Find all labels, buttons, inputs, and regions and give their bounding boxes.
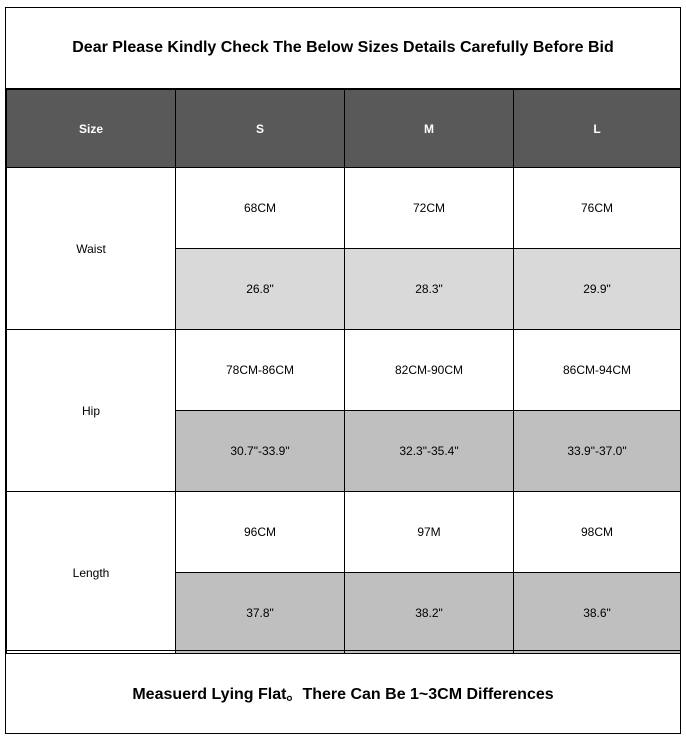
header-l: L: [514, 90, 681, 168]
length-inch-m: 38.2": [345, 573, 514, 654]
hip-cm-l: 86CM-94CM: [514, 330, 681, 411]
row-label-waist: Waist: [7, 168, 176, 330]
length-inch-l: 38.6": [514, 573, 681, 654]
length-inch-s: 37.8": [176, 573, 345, 654]
measurement-note: Measuerd Lying Flat。There Can Be 1~3CM Differences: [6, 650, 680, 733]
table-row: [7, 492, 681, 573]
table-row: [7, 168, 681, 249]
waist-cm-m: 72CM: [345, 168, 514, 249]
row-label-hip: Hip: [7, 330, 176, 492]
row-label-length: Length: [7, 492, 176, 654]
size-table: [6, 89, 681, 654]
header-m: M: [345, 90, 514, 168]
header-s: S: [176, 90, 345, 168]
waist-cm-s: 68CM: [176, 168, 345, 249]
size-chart: [5, 7, 681, 734]
length-cm-l: 98CM: [514, 492, 681, 573]
waist-inch-l: 29.9": [514, 249, 681, 330]
hip-inch-m: 32.3"-35.4": [345, 411, 514, 492]
header-row: [7, 90, 681, 168]
waist-inch-m: 28.3": [345, 249, 514, 330]
waist-inch-s: 26.8": [176, 249, 345, 330]
hip-cm-s: 78CM-86CM: [176, 330, 345, 411]
length-cm-m: 97M: [345, 492, 514, 573]
hip-cm-m: 82CM-90CM: [345, 330, 514, 411]
table-row: [7, 330, 681, 411]
hip-inch-l: 33.9"-37.0": [514, 411, 681, 492]
header-size: Size: [7, 90, 176, 168]
length-cm-s: 96CM: [176, 492, 345, 573]
chart-title: Dear Please Kindly Check The Below Sizes Details Carefully Before Bid: [6, 8, 680, 89]
waist-cm-l: 76CM: [514, 168, 681, 249]
hip-inch-s: 30.7"-33.9": [176, 411, 345, 492]
